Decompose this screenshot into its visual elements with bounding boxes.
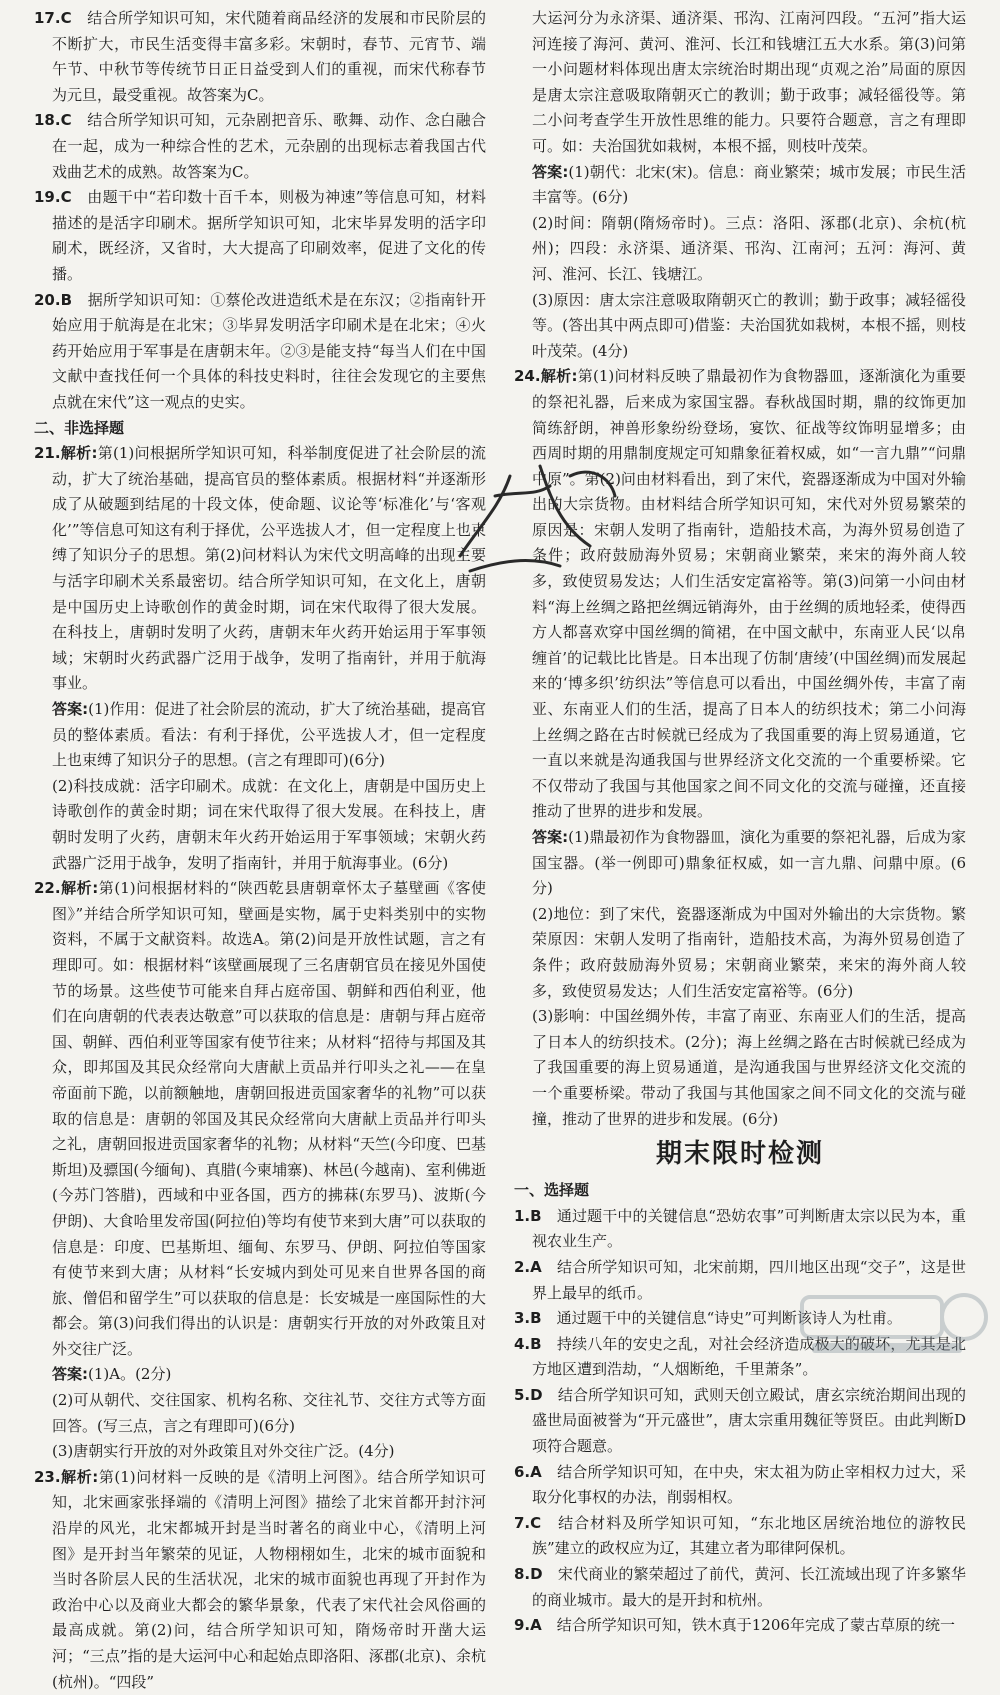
- answer-23-part-3: (3)原因：唐太宗注意吸取隋朝灭亡的教训；勤于政事；减轻徭役等。(答出其中两点即可)借鉴：夫治国犹如栽树，本根不摇，则枝叶茂荣。(4分): [532, 290, 966, 360]
- answer-22-part-1: 答案:(1)A。(2分): [52, 1365, 172, 1384]
- section-heading-non-choice: 二、非选择题: [34, 418, 125, 437]
- answer-22-part-3: (3)唐朝实行开放的对外政策且对外交往广泛。(4分): [52, 1442, 395, 1461]
- answer-entry-22: 22.解析:第(1)问根据材料的“陕西乾县唐朝章怀太子墓壁画《客使图》”并结合所学知识可知，壁画是实物，属于史料类别中的实物资料，不属于文献资料。故选A。第(2)问是开放性试题，言之有理即可。如：根据材料“该壁画展现了三名唐朝官员在接见外国使节的场景。这些使节可能来自拜占庭帝国、朝鲜和西伯利亚，他们在向唐朝的代表表达敬意”可以获取的信息是：唐朝与拜占庭帝国、朝鲜、西伯利亚等国家有使节往来；从材料“招待与邦国及其众，即邦国及其民众经常向大唐献上贡品并行叩头之礼——在皇帝面前下跪，以前额触地，唐朝回报进贡国家奢华的礼物”可以获取的信息是：唐朝的邻国及其民众经常向大唐献上贡品并行叩头之礼，唐朝回报进贡国家奢华的礼物；从材料“天竺(今印度、巴基斯坦)及骠国(今缅甸)、真腊(今柬埔寨)、林邑(今越南)、室利佛逝(今苏门答腊)，西域和中亚各国，西方的拂菻(东罗马)、波斯(今伊朗)、大食哈里发帝国(阿拉伯)等均有使节来到大唐”可以获取的信息是：印度、巴基斯坦、缅甸、东罗马、伊朗、阿拉伯等国家有使节来到大唐；从材料“长安城内到处可见来自世界各国的商旅、僧侣和留学生”可以获取的信息是：长安城是一座国际性的大都会。第(3)问我们得出的认识是：唐朝实行开放的对外政策且对外交往广泛。: [34, 879, 487, 1358]
- answer-24-part-3: (3)影响：中国丝绸外传，丰富了南亚、东南亚人们的生活，提高了日本人的纺织技术。(2分)；海上丝绸之路在古时候就已经成为了我国重要的海上贸易通道，是沟通我国与世界经济文化交流的一个重要桥梁。带动了我国与其他国家之间不同文化的交流与碰撞，推动了世界的进步和发展。(6分): [532, 1007, 966, 1128]
- left-column: [34, 6, 486, 1695]
- final-exam-title: 期末限时检测: [655, 1139, 824, 1170]
- answer-entry-18: 18.C 结合所学知识可知，元杂剧把音乐、歌舞、动作、念白融合在一起，成为一种综合性的艺术，元杂剧的出现标志着我国古代戏曲艺术的成熟。故答案为C。: [34, 111, 486, 181]
- answer-entry-24: 24.解析:第(1)问材料反映了鼎最初作为食物器皿，逐渐演化为重要的祭祀礼器，后来成为家国宝器。春秋战国时期，鼎的纹饰更加简练舒朗，神兽形象纷纷登场，宴饮、征战等纹饰明显增多；由西周时期的用鼎制度规定可知鼎象征着权威，如“一言九鼎”“问鼎中原”。第(2)问由材料看出，到了宋代，瓷器逐渐成为中国对外输出的大宗货物。由材料结合所学知识可知，宋代对外贸易繁荣的原因是：宋朝人发明了指南针，造船技术高，为海外贸易创造了条件；政府鼓励海外贸易；宋朝商业繁荣，来宋的海外商人较多，致使贸易发达；人们生活安定富裕等。第(3)问第一小问由材料“海上丝绸之路把丝绸远销海外，由于丝绸的质地轻柔，使得西方人都喜欢穿中国丝绸的简裙，在中国文献中，东南亚人民‘以帛缠首’的记载比比皆是。日本出现了仿制‘唐绫’(中国丝绸)而发展起来的‘博多织’纺织法”等信息可以看出，中国丝绸外传，丰富了南亚、东南亚人们的生活，提高了日本人的纺织技术；第二小问海上丝绸之路在古时候就已经成为了我国重要的海上贸易通道，它一直以来就是沟通我国与世界经济文化交流的一个重要桥梁。它不仅带动了我国与其他国家之间不同文化的交流与碰撞，还直接推动了世界的进步和发展。: [514, 367, 966, 821]
- answer-23-continued: 大运河分为永济渠、通济渠、邗沟、江南河四段。“五河”指大运河连接了海河、黄河、淮河、长江和钱塘江五大水系。第(3)问第一小问题材料体现出唐太宗统治时期出现“贞观之治”局面的原因是唐太宗注意吸取隋朝灭亡的教训；勤于政事；减轻徭役等。第二小问考查学生开放性思维的能力。只要符合题意，言之有理即可。如：夫治国犹如栽树，本根不摇，则枝叶茂荣。: [532, 9, 966, 155]
- answer-21-part-1: 答案:(1)作用：促进了社会阶层的流动，扩大了统治基础，提高官员的整体素质。看法：有利于择优，公平选拔人才，但一定程度上也束缚了知识分子的思想。(言之有理即可)(6分): [52, 700, 486, 770]
- mc-answer-8: 8.D 宋代商业的繁荣超过了前代，黄河、长江流域出现了许多繁华的商业城市。最大的是开封和杭州。: [514, 1565, 966, 1609]
- answer-entry-20: 20.B 据所学知识可知：①蔡伦改进造纸术是在东汉；②指南针开始应用于航海是在北宋；③毕昇发明活字印刷术是在北宋；④火药开始应用于军事是在唐朝末年。②③是能支持“每当人们在中国文献中查找任何一个具体的科技史料时，往往会发现它的主要焦点就在宋代”这一观点的史实。: [34, 290, 486, 411]
- right-column: [514, 6, 966, 1639]
- answer-23-part-1: 答案:(1)朝代：北宋(宋)。信息：商业繁荣；城市发展；市民生活丰富等。(6分): [532, 162, 966, 207]
- answer-21-part-2: (2)科技成就：活字印刷术。成就：在文化上，唐朝是中国历史上诗歌创作的黄金时期；词在宋代取得了很大发展。在科技上，唐朝时发明了火药，唐朝末年火药开始运用于军事领域；宋朝火药武器广泛用于战争，发明了指南针，并用于航海事业。(6分): [52, 776, 486, 872]
- answer-entry-21: 21.解析:第(1)问根据所学知识可知，科举制度促进了社会阶层的流动，扩大了统治基础，提高官员的整体素质。根据材料“并逐渐形成了从破题到结尾的十段文体，使命题、议论等‘标准化’与‘客观化’”等信息可知这有利于择优，公平选拔人才，但一定程度上也束缚了知识分子的思想。第(2)问材料认为宋代文明高峰的出现主要与活字印刷术关系最密切。结合所学知识可知，在文化上，唐朝是中国历史上诗歌创作的黄金时期，词在宋代取得了很大发展。在科技上，唐朝时发明了火药，唐朝末年火药开始运用于军事领域；宋朝时火药武器广泛用于战争，发明了指南针，并用于航海事业。: [34, 444, 486, 693]
- handwriting-scribble: [440, 436, 630, 586]
- mc-answer-4: 4.B 持续八年的安史之乱，对社会经济造成极大的破坏，尤其是北方地区遭到浩劫，“人烟断绝，千里萧条”。: [514, 1334, 966, 1379]
- mc-answer-5: 5.D 结合所学知识可知，武则天创立殿试，唐玄宗统治期间出现的盛世局面被誉为“开元盛世”，唐太宗重用魏征等贤臣。由此判断D项符合题意。: [514, 1385, 966, 1456]
- answer-22-part-2: (2)可从朝代、交往国家、机构名称、交往礼节、交往方式等方面回答。(写三点，言之有理即可)(6分): [52, 1391, 486, 1435]
- mc-answer-2: 2.A 结合所学知识可知，北宋前期，四川地区出现“交子”，这是世界上最早的纸币。: [514, 1257, 966, 1302]
- mc-answer-9: 9.A 结合所学知识可知，铁木真于1206年完成了蒙古草原的统一: [514, 1616, 955, 1635]
- answer-24-part-1: 答案:(1)鼎最初作为食物器皿，演化为重要的祭祀礼器，后成为家国宝器。(举一例即可)鼎象征权威，如一言九鼎、问鼎中原。(6分): [532, 828, 966, 898]
- watermark-logo: [792, 1289, 992, 1359]
- section-heading-multiple-choice: 一、选择题: [514, 1181, 590, 1200]
- mc-answer-6: 6.A 结合所学知识可知，在中央，宋太祖为防止宰相权力过大，采取分化事权的办法，削弱相权。: [514, 1462, 966, 1507]
- answer-24-part-2: (2)地位：到了宋代，瓷器逐渐成为中国对外输出的大宗货物。繁荣原因：宋朝人发明了指南针，造船技术高，为海外贸易创造了条件；政府鼓励海外贸易；宋朝商业繁荣，来宋的海外商人较多，致使贸易发达；人们生活安定富裕等。(6分): [532, 904, 966, 1000]
- mc-answer-3: 3.B 通过题干中的关键信息“诗史”可判断该诗人为杜甫。: [514, 1309, 902, 1328]
- mc-answer-1: 1.B 通过题干中的关键信息“恐妨农事”可判断唐太宗以民为本，重视农业生产。: [514, 1206, 966, 1251]
- answer-entry-19: 19.C 由题干中“若印数十百千本，则极为神速”等信息可知，材料描述的是活字印刷术。据所学知识可知，北宋毕昇发明的活字印刷术，既经济，又省时，大大提高了印刷效率，促进了文化的传播。: [34, 188, 486, 283]
- mc-answer-7: 7.C 结合材料及所学知识可知，“东北地区居统治地位的游牧民族”建立的政权应为辽，其建立者为耶律阿保机。: [514, 1513, 966, 1558]
- answer-entry-23: 23.解析:第(1)问材料一反映的是《清明上河图》。结合所学知识可知，北宋画家张择端的《清明上河图》描绘了北宋首都开封汴河沿岸的风光，北宋都城开封是当时著名的商业中心，《清明上河图》是开封当年繁荣的见证，人物栩栩如生，北宋的城市面貌和当时各阶层人民的生活状况，北宋的城市面貌也再现了开封作为政治中心以及商业大都会的繁华景象，代表了宋代社会风俗画的最高成就。第(2)问，结合所学知识可知，隋炀帝时开凿大运河；“三点”指的是大运河中心和起始点即洛阳、涿郡(北京)、余杭(杭州)。“四段”: [34, 1467, 486, 1691]
- answer-entry-17: 17.C 结合所学知识可知，宋代随着商品经济的发展和市民阶层的不断扩大，市民生活变得丰富多彩。宋朝时，春节、元宵节、端午节、中秋节等传统节日正日益受到人们的重视，而宋代称春节为元旦，最受重视。故答案为C。: [34, 9, 486, 104]
- answer-23-part-2: (2)时间：隋朝(隋炀帝时)。三点：洛阳、涿郡(北京)、余杭(杭州)；四段：永济渠、通济渠、邗沟、江南河；五河：海河、黄河、淮河、长江、钱塘江。: [532, 213, 966, 283]
